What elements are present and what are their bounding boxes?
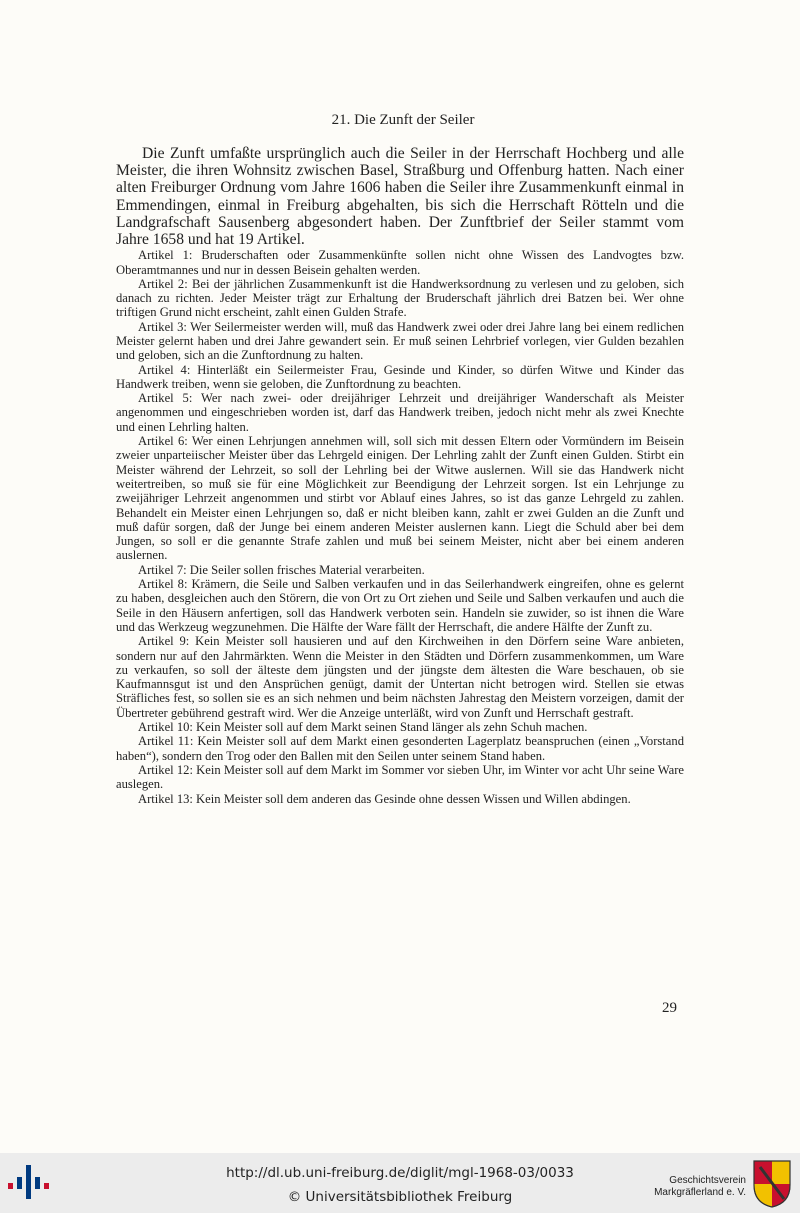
page-content: [116, 112, 684, 806]
copyright-notice: © Universitätsbibliothek Freiburg: [287, 1189, 513, 1205]
article-paragraph: Artikel 10: Kein Meister soll auf dem Markt seinen Stand länger als zehn Schuh machen.: [138, 720, 588, 735]
chapter-title: 21. Die Zunft der Seiler: [331, 112, 475, 128]
article-paragraph: Artikel 6: Wer einen Lehrjungen annehmen will, soll sich mit dessen Eltern oder Vormündern im Beisein zweier unparteiischer Meister über das Lehrgeld einigen. Der Lehrling zahlt der Zunft einen Gulden. Stirbt ein Meister während der Lehrzeit, so soll der Lehrling bei der Witwe auslernen. Will sie das Handwerk nicht weitertreiben, so muß sie für eine Möglichkeit zur Beendigung der Lehrzeit sorgen. Ist ein Lehrjunge zu zweijähriger Lehrzeit angenommen und stirbt vor Ablauf eines Jahres, so ist das ganze Lehrgeld zu zahlen. Behandelt ein Meister einen Lehrjungen so, daß er nicht bleiben kann, zahlt er zwei Gulden an die Zunft und muß dafür sorgen, daß der Junge bei einem anderen Meister auslernen kann. Liegt die Schuld aber bei dem Jungen, so soll er die genannte Strafe zahlen und muß bei seinem Meister, nicht aber bei einem anderen auslernen.: [116, 434, 684, 563]
coat-of-arms-icon: [752, 1159, 792, 1209]
article-paragraph: Artikel 3: Wer Seilermeister werden will, muß das Handwerk zwei oder drei Jahre lang bei einem redlichen Meister gelernt haben und drei Jahre gewandert sein. Er muß seinen Lehrbrief vorlegen, vier Gulden bezahlen und geloben, sich an die Zunftordnung zu halten.: [116, 319, 684, 363]
article-paragraph: Artikel 8: Krämern, die Seile und Salben verkaufen und in das Seilerhandwerk eingreifen, ohne es gelernt zu haben, desgleichen auch den Störern, die von Ort zu Ort ziehen und Seile und Salben verkaufen und auch die Seile in den Häusern anfertigen, soll das Handwerk verboten sein. Handeln sie zuwider, so ist ihnen die Ware und das Werkzeug wegzunehmen. Die Hälfte der Ware fällt der Herrschaft, die andere Hälfte der Zunft zu.: [116, 577, 684, 634]
article-paragraph: Artikel 7: Die Seiler sollen frisches Material verarbeiten.: [138, 562, 425, 577]
organization-line-2: Markgräflerland e. V.: [654, 1187, 746, 1198]
page-number: 29: [662, 1000, 677, 1016]
viewer-footer: [0, 1153, 800, 1213]
organization-name: [618, 1175, 746, 1199]
article-paragraph: Artikel 12: Kein Meister soll auf dem Markt im Sommer vor sieben Uhr, im Winter vor acht Uhr seine Ware auslegen.: [116, 762, 684, 792]
intro-paragraph: Die Zunft umfaßte ursprünglich auch die Seiler in der Herrschaft Hochberg und alle Meister, die ihren Wohnsitz zwischen Basel, Straßburg und Offenburg hatten. Nach einer alten Freiburger Ordnung vom Jahre 1606 haben die Seiler ihre Zusammenkunft einmal in Emmendingen, einmal in Freiburg abgehalten, bis sich die Herrschaft Rötteln und die Landgrafschaft Sausenberg abgesondert haben. Der Zunftbrief der Seiler stammt vom Jahre 1658 und hat 19 Artikel.: [116, 145, 684, 249]
article-paragraph: Artikel 5: Wer nach zwei- oder dreijähriger Lehrzeit und dreijähriger Wanderschaft als Meister angenommen und eingeschrieben worden ist, darf das Handwerk treiben, jedoch nicht mehr als zwei Knechte und einen Lehrling halten.: [116, 391, 684, 434]
article-paragraph: Artikel 9: Kein Meister soll hausieren und auf den Kirchweihen in den Dörfern seine Ware anbieten, sondern nur auf den Jahrmärkten. Wenn die Meister in den Städten und Dörfern zusammenkommen, um Ware zu verkaufen, so soll der älteste dem jüngsten und der jüngste dem ältesten die Ware beschauen, ob sie Kaufmannsgut ist und den Ansprüchen genügt, damit der Untertan nicht betrogen wird. Stellen sie etwas Sträfliches fest, so sollen sie es an sich nehmen und beim nächsten Jahrestag den Meistern vorzeigen, damit der Übertreter gebührend gestraft wird. Wer die Anzeige unterläßt, wird von Zunft und Herrschaft gestraft.: [116, 634, 684, 720]
permalink-url[interactable]: http://dl.ub.uni-freiburg.de/diglit/mgl-1968-03/0033: [226, 1165, 574, 1181]
article-paragraph: Artikel 2: Bei der jährlichen Zusammenkunft ist die Handwerksordnung zu verlesen und zu geloben, sich danach zu richten. Jeder Meister trägt zur Erhaltung der Bruderschaft jährlich drei Batzen bei. Wer ohne triftigen Grund nicht erscheint, zahlt einen Gulden Strafe.: [116, 276, 684, 320]
article-paragraph: Artikel 1: Bruderschaften oder Zusammenkünfte sollen nicht ohne Wissen des Landvogtes bzw. Oberamtmannes und nur in dessen Beisein gehalten werden.: [116, 248, 684, 277]
article-list: [116, 248, 684, 806]
article-paragraph: Artikel 13: Kein Meister soll dem anderen das Gesinde ohne dessen Wissen und Willen abdingen.: [138, 791, 631, 806]
organization-line-1: Geschichtsverein: [669, 1175, 746, 1186]
article-paragraph: Artikel 4: Hinterläßt ein Seilermeister Frau, Gesinde und Kinder, so dürfen Witwe und Kinder das Handwerk treiben, wenn sie geloben, die Zunftordnung zu beachten.: [116, 362, 684, 391]
article-paragraph: Artikel 11: Kein Meister soll auf dem Markt einen gesonderten Lagerplatz beanspruchen (einen „Vorstand haben“), sondern den Trog oder den Ballen mit den Seilen unter seinem Stand haben.: [116, 734, 684, 763]
